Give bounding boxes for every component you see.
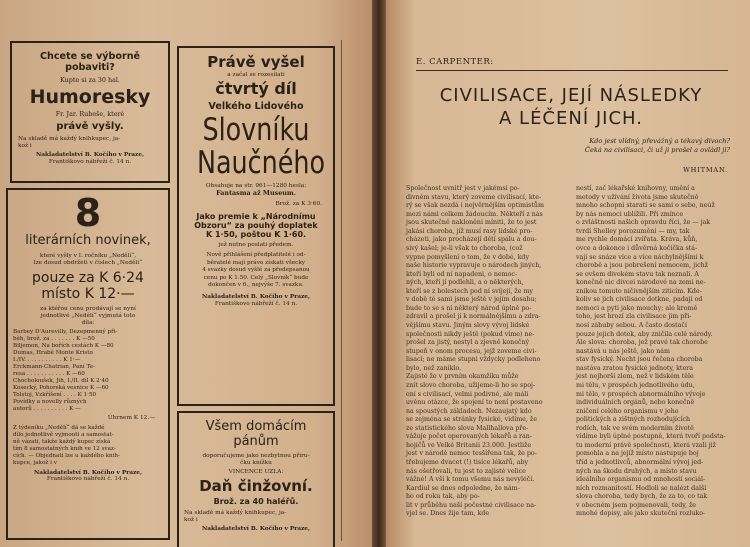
dan-ad [177, 411, 335, 547]
article-line: tvrdí Shelley porozumění — my, tak [576, 227, 690, 235]
ad-title: čtvrtý díl [215, 78, 297, 98]
article-line: me rychle domácí zvířata. Kráva, kůň, [576, 236, 698, 244]
ad-address: Františkovo nábřeží č. 14 n. [48, 159, 132, 166]
footer-line: ně vázati, takže každý kupec získá [13, 438, 111, 445]
title-line: A LÉČENÍ JICH. [499, 108, 643, 130]
column-edge [341, 40, 342, 541]
book-item: Dumas, Hrabě Monte Kristo [13, 350, 93, 357]
ad-premium-note: jež nutno poslati předem. [218, 241, 294, 248]
article-line: chorobě a jsou pobrešení nemocem, jichž [576, 262, 708, 270]
book-item: Povídky a novelly různých [13, 399, 87, 406]
right-page [386, 0, 750, 547]
ad-big-word: Naučného [196, 144, 326, 181]
article-line: nestí, zač lékařské knihovny, umění a [576, 185, 695, 192]
book-item: resa . . . . . . . . . . . K —60 [13, 371, 85, 378]
article-line: slova choroba, tedy bych, že za to, co tak [576, 493, 708, 501]
article-line: nosí záhuby sebou. A často dostačí [576, 322, 687, 329]
ad-price: Brož. za 40 haléřů. [213, 497, 299, 507]
ad-stock: Na skladě má každý knihkupec, ja- [18, 136, 121, 143]
article-line: hojičů ve Velké Britanii 23.000. Jestliže [406, 441, 532, 449]
article-line: zničení celého organismu v jeho [576, 407, 679, 415]
book-item: Kosecký, Pohorská vesnice K —60 [13, 385, 109, 392]
book-item: I./IV. . . . . . . . . . . K 1·— [13, 357, 81, 364]
footer-line: dílo jednotlivě vyjmouti a samostat- [13, 431, 114, 438]
epigraph-line: Čeká na civilisaci, či už ji prošel a ovládl ji? [584, 145, 730, 154]
article-line: nás ošetřovali, tu jest to zajisté velice [406, 467, 526, 475]
article-line: Kardiul se dnes odpoledne, že nám- [406, 484, 520, 492]
ad-contents-range: Fantasma až Museum. [216, 189, 296, 198]
ad-address: Františkovo nábřeží č. 14 n. [214, 301, 298, 307]
ad-big-word: Slovníku [202, 112, 310, 149]
article-line: ních rozmanitostí. Hodloli se nalézt další [576, 484, 707, 492]
article-line: o zvláštnosti našich opravdu říci, že — jak [576, 219, 711, 227]
epigraph [561, 137, 730, 155]
article-line: tu moderní právě společnosti, která vzali již [576, 441, 716, 449]
ad-title: literárních novinek, [25, 233, 151, 248]
ad-heading: Chcete se výborně pobaviti? [39, 51, 141, 74]
article-line: naše historie vypravuje o národech jiných, [406, 262, 542, 270]
article-line: pouze jejich dotek, aby zničila celé národy. [576, 330, 713, 338]
book-item: Erckmann-Chatrian, Paní Te- [13, 364, 95, 371]
article-line: v době té sami jsme ještě v jejím dosahu; [406, 296, 537, 304]
ad-title: Humoresky [29, 86, 151, 109]
article-line: ných, kteří jí podlehli, a o některých, [406, 279, 524, 287]
book-gutter [372, 0, 386, 547]
article-line: mnoho schopni starati se sami o sebe, neúž [576, 202, 715, 210]
article-line: mi tělu, v prospěch jednotlivého údu, [576, 381, 695, 389]
article-line: individuálních orgánů, nebo konečně [576, 399, 695, 407]
ad-body [184, 252, 328, 289]
body-line: Nově přihlášení předplatitelé i od- [206, 252, 306, 259]
ad-emph: právě vyšly. [56, 120, 124, 132]
article-line: prošel za jistý, nestyl a zjevně konečný [406, 339, 530, 347]
article-line: cházeti, jako procházejí dětí spálu a dou- [406, 236, 537, 244]
article-line: pomohla a na jejíž místo nastupuje boj [576, 450, 699, 458]
title-line: CIVILISACE, JEJÍ NÁSLEDKY [439, 85, 703, 106]
ad-desc-line: které vyšly v I. ročníku „Nedělí“, [39, 252, 137, 259]
article-line: znikou tomuto ničivnějším ziticím. Kde- [576, 287, 702, 295]
header-rule [416, 70, 728, 71]
article-line: by nás nemoci ublížili. Při zmínce [576, 210, 684, 218]
article-line: divném stavu, který zoveme civilisací, kte- [406, 193, 542, 201]
article-line: stav fysický. Necht jsou řečena choroba [576, 356, 703, 364]
body-line: cenu po K 1.50. Celý „Slovník“ bude [203, 274, 309, 281]
article-line: mnohé dopisy, ale jako skuteční rozluko- [576, 510, 706, 518]
article-line: vážné! A vší k tomu všemu nás nevyléčí. [406, 476, 535, 484]
book-list [13, 329, 163, 413]
ad-author: Fr. Jar. Rubeše, které [55, 110, 125, 119]
article-line: třebujeme dvacet (!) tisíce lékařů, aby [406, 459, 529, 466]
article-line: znít slovo choroba, užijeme-li ho se spoj- [406, 381, 536, 389]
ad-author: VINCENCE UZLA: [228, 469, 284, 476]
left-page [0, 0, 372, 547]
article-line: ze statistického slova Mallhallova pře- [406, 424, 529, 432]
ad-stock2: kož i [184, 516, 198, 523]
article-line: na spoustých základech. Nezaujatý kdo [406, 407, 532, 415]
article-line: Ale slova: choroba, jež pravé tak chorobe [576, 339, 708, 347]
ad-note-line: díla: [81, 319, 95, 326]
ad-heading: Všem domácím pánům [205, 419, 307, 449]
ad-publisher: Nakladatelství B. Kočího v Praze, [33, 469, 143, 476]
article-line: ení s civilisací, velmi podivné, ale máli [406, 390, 529, 398]
ad-premium: Jako premie k „Národnímu [196, 212, 316, 222]
article-line: tříd a jednotlivců, abnormální vývoj jed- [576, 459, 704, 466]
ad-desc-line: lze dosud obdržeti v číslech „Nedělí“ [33, 259, 143, 266]
eight-novels-ad [6, 188, 170, 540]
slovnik-ad [177, 46, 335, 406]
ad-title: Daň činžovní. [199, 476, 313, 495]
article-line: vypne pomyšlení o tom, že v dobé, kdy [406, 253, 530, 261]
ad-subtitle: Velkého Lidového [208, 101, 304, 113]
ad-address: Františkovo nábřeží č. 14 n. [46, 476, 130, 483]
ad-price: Brož. za K 3·60. [275, 201, 322, 208]
article-line: konečně nic divcei národové na zemi ne- [576, 279, 706, 287]
article-line: politických a zištných rozhodujících [576, 416, 691, 424]
article-line: vážuje počet operovaných lékařů a ran- [406, 433, 532, 441]
article-line: ných na škodu druhých, a místo stavu [576, 467, 697, 475]
footer-line: kupce, jakož i v [13, 459, 57, 466]
body-line: dokončen v 6., nejvýše 7. svazku. [208, 281, 304, 288]
article-column-left [406, 185, 568, 519]
footer-line: Z týdeníku „Nedělí“ dá se každé [13, 424, 105, 431]
ad-sub: čku knížku [240, 459, 272, 466]
ad-publisher: Nakladatelství B. Kočího v Praze, [35, 152, 145, 159]
body-line: 4 svazky dosud vyšlé za předepsanou [202, 267, 310, 274]
ad-number: 8 [74, 191, 102, 235]
article-line: se zejména se stránky fysické, vidíme, že [406, 416, 537, 424]
article-line: lit v průběhu naší počestné civilisace na- [406, 501, 537, 509]
ad-heading: Právě vyšel [207, 53, 305, 71]
article-line: toho, jest hrozí zla civilisace jim při- [576, 313, 692, 321]
book-item: Biljemon, Na bořích cestách K —80 [13, 343, 114, 350]
ad-line: Kupte si za 30 hal. [60, 76, 120, 85]
article-title [406, 84, 736, 131]
epigraph-line: Kdo jest vlídný, převážný a tékavý divoch? [589, 137, 730, 145]
ad-stock2: kož i [18, 142, 32, 149]
article-line: kteří se z bolestech pod ní svíjejí, že my [406, 287, 533, 295]
article-line: jakási choroba, jíž musí rasy lidské pro- [406, 227, 533, 235]
epigraph-author: WHITMAN. [683, 166, 728, 174]
article-line: Zajisté že v prvním okamžiku může [406, 373, 519, 381]
article-line: mezi námi celkem žádoucím. Někteří z nás [406, 210, 543, 218]
article-line: nastáva zratou fysické jednoty, ktera [576, 364, 693, 372]
article-line: jsou skutečně nakloněni míniti, že to jest [406, 219, 537, 227]
article-line: ovce a dokonce i důvěrná kočička stá- [576, 244, 698, 252]
article-line: Společnost uvnitř jest v jakémsi po- [406, 185, 520, 192]
article-line: uvěnu otázce, že spojení to není postaveno [406, 399, 543, 407]
book-item: Tolstoj, Vzkříšení . . . . K 1·50 [13, 392, 97, 399]
ad-premium: Obzoru“ za pouhý doplatek [194, 221, 318, 231]
article-line: v obecném jsem pojmenovali, tedy, že [576, 501, 696, 509]
article-line: metody v užívání života jsme skutečně [576, 193, 699, 201]
ad-footer [13, 425, 163, 467]
article-line: společnosti nikdy ještě (pokud víme) ne- [406, 330, 535, 338]
ad-sub: a začal se rozesílati [227, 72, 285, 79]
article-line: stupeň v onom procesu, jejž zoveme civi- [406, 347, 537, 355]
article-line: vidíme byli úplné postupně, která tvoří podsta- [576, 433, 726, 441]
book-item: Barbey D'Aurevilly, Dezepmenný při- [13, 329, 118, 336]
article-line: zdravil a prošel jí k normálnějšímu a zdra- [406, 313, 541, 321]
book-item: autorů . . . . . . . . . . K — [13, 406, 81, 413]
article-line: bude to se s ní některý národ úplně po- [406, 304, 532, 312]
article-line: rodích, tak ve svém moderním životě [576, 424, 694, 432]
article-line: mi tělo, v prospěch abnormálního vývoje [576, 390, 706, 398]
ad-premium: K 1·50, poštou K 1·60. [205, 230, 307, 240]
article-line: nastává u nás ještě, jako nám [576, 347, 671, 355]
ad-publisher: Nakladatelství B. Kočího v Praze, [201, 525, 311, 532]
article-line: bylo, než zaniklo. [406, 364, 462, 372]
article-line: nemoci a pyti jako mouchy; ale kromě [576, 304, 698, 312]
footer-line: cích. — Objednati lze u každého knih- [13, 452, 120, 459]
ad-note-line: jednotlivé „Nedělí“ vyjmutá toto [40, 313, 136, 320]
article-line: vjel se. Dnes žije tam, kde [406, 510, 490, 518]
ad-sub: doporučujeme jako nezbytnou přiru- [202, 452, 310, 459]
article-line: jest v národě nemoc tesšířena tak, že po- [406, 450, 537, 458]
book-item: Chocholoušek, Jih, I./II. díl K 2·40 [13, 378, 109, 385]
article-line: rý se však nezdá i nejvěrnějším optimistům [406, 202, 544, 210]
article-line: vají se snáze více a více náchylnějšími k [576, 253, 704, 261]
article-author: E. CARPENTER: [416, 57, 494, 67]
article-column-right [576, 185, 738, 519]
ad-publisher: Nakladatelství B. Kočího v Praze, [201, 294, 311, 301]
article-line: se ovšem divokém stavu tak neznali. A [576, 270, 699, 278]
ad-price: pouze za K 6·24 [32, 270, 144, 287]
article-line: kteří byli od ní napadeni, o nemoc- [406, 270, 518, 278]
body-line: běratelé mají právo získati všecky [207, 259, 305, 266]
ad-stock: Na skladě má každý knihkupec, ja- [184, 510, 287, 517]
article-line: vějšímu stavu. Jiným slovy vývoj lidské [406, 322, 530, 329]
book-item: běh, brož. za . . . . . . . K —50 [13, 336, 95, 343]
ad-note-line: za ktéřou cenu prodávají se nyní [40, 306, 136, 313]
article-line: sivý kašel; je-li však to choroba, (což [406, 244, 523, 252]
ad-contents: Obsahuje na str. 961—1280 hesla: [205, 183, 307, 190]
ad-total: Úhrnem K 12.— [107, 415, 155, 422]
footer-line: tím 8 samostatných knih ve 12 svaz- [13, 445, 116, 452]
article-line: lisací; ne máme stupni vždycky podleheno [406, 356, 541, 364]
article-line: ho od roku tak, aby po- [406, 493, 480, 501]
humoresky-ad [10, 41, 170, 183]
article-line: koliv se jich civilisace dotkne, padají od [576, 296, 703, 304]
ad-old-price: místo K 12·— [41, 286, 135, 303]
article-line: jest nejhorší zlem, než v lidském těle [576, 373, 694, 381]
article-line: ideálního organismu od mnohostí sociál- [576, 476, 706, 484]
